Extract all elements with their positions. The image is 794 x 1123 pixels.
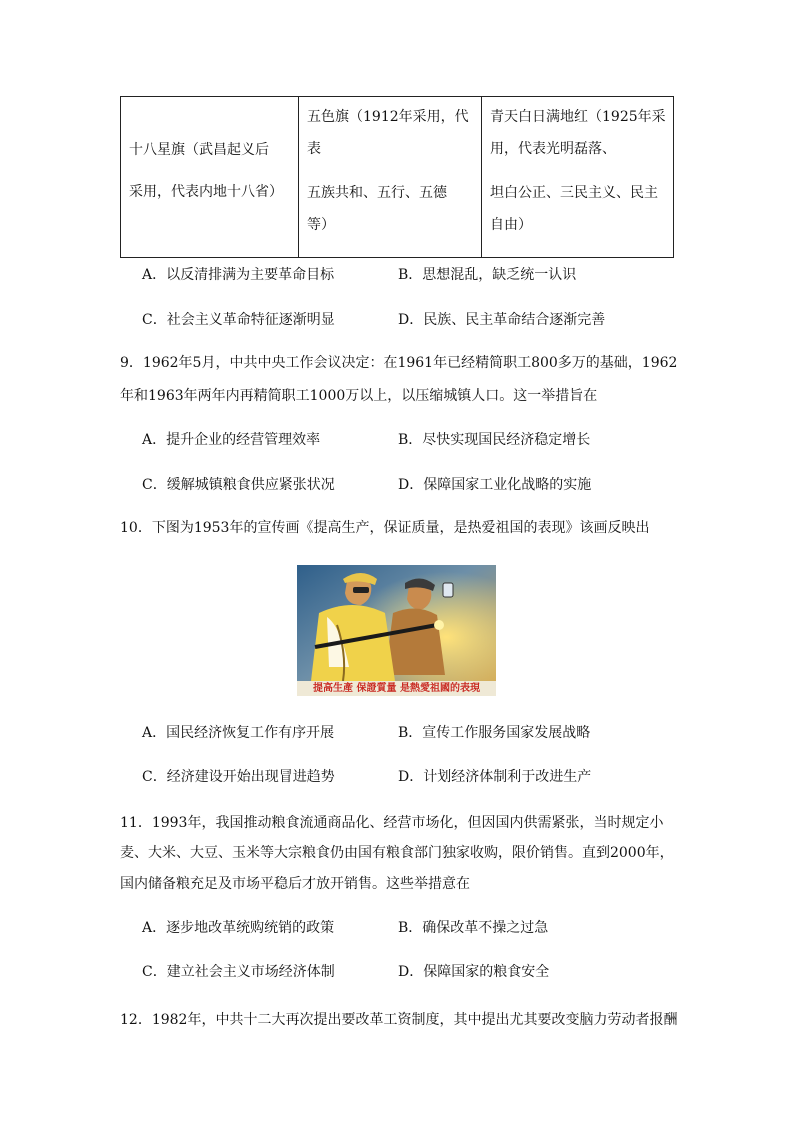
q8-option-d: D．民族、民主革命结合逐渐完善 bbox=[398, 312, 606, 328]
cell-text: 等） bbox=[307, 217, 335, 233]
poster-caption: 提高生產 保證質量 是熱愛祖國的表現 bbox=[297, 681, 496, 696]
q9-option-a: A．提升企业的经营管理效率 bbox=[142, 432, 321, 448]
q8-option-c: C．社会主义革命特征逐渐明显 bbox=[142, 312, 335, 328]
q10-option-a: A．国民经济恢复工作有序开展 bbox=[142, 725, 335, 741]
table-cell-eighteen-star-flag bbox=[121, 97, 299, 258]
poster-illustration bbox=[297, 565, 496, 696]
q11-stem-line-2: 麦、大米、大豆、玉米等大宗粮食仍由国有粮食部门独家收购，限价销售。直到2000年， bbox=[120, 845, 674, 861]
q9-stem-line-1: 9．1962年5月，中共中央工作会议决定：在1961年已经精简职工800多万的基础，1962 bbox=[120, 355, 678, 371]
q8-option-a: A．以反清排满为主要革命目标 bbox=[142, 267, 335, 283]
cell-text: 五色旗（1912年采用，代 bbox=[307, 109, 469, 125]
q9-option-d: D．保障国家工业化战略的实施 bbox=[398, 477, 592, 493]
q10-option-b: B．宣传工作服务国家发展战略 bbox=[398, 725, 591, 741]
table-cell-blue-sky-flag bbox=[482, 97, 674, 258]
cell-text: 自由） bbox=[490, 217, 532, 233]
q9-option-c: C．缓解城镇粮食供应紧张状况 bbox=[142, 477, 335, 493]
q11-option-b: B．确保改革不操之过急 bbox=[398, 920, 549, 936]
q11-option-a: A．逐步地改革统购统销的政策 bbox=[142, 920, 335, 936]
q10-option-d: D．计划经济体制利于改进生产 bbox=[398, 769, 592, 785]
cell-text: 十八星旗（武昌起义后 bbox=[129, 142, 269, 158]
q11-option-d: D．保障国家的粮食安全 bbox=[398, 964, 550, 980]
q10-option-c: C．经济建设开始出现冒进趋势 bbox=[142, 769, 335, 785]
q8-option-b: B．思想混乱，缺乏统一认识 bbox=[398, 267, 577, 283]
q12-stem-line-1: 12．1982年，中共十二大再次提出要改革工资制度，其中提出尤其要改变脑力劳动者报酬 bbox=[120, 1012, 678, 1028]
q9-stem-line-2: 年和1963年两年内再精简职工1000万以上，以压缩城镇人口。这一举措旨在 bbox=[120, 388, 598, 404]
q11-option-c: C．建立社会主义市场经济体制 bbox=[142, 964, 335, 980]
cell-text: 用，代表光明磊落、 bbox=[490, 141, 616, 157]
flag-table bbox=[120, 96, 674, 258]
q11-stem-line-1: 11．1993年，我国推动粮食流通商品化、经营市场化，但因国内供需紧张，当时规定小 bbox=[120, 815, 664, 831]
cell-text: 表 bbox=[307, 141, 321, 157]
q9-option-b: B．尽快实现国民经济稳定增长 bbox=[398, 432, 591, 448]
q10-stem-line-1: 10．下图为1953年的宣传画《提高生产，保证质量，是热爱祖国的表现》该画反映出 bbox=[120, 520, 650, 536]
cell-text: 五族共和、五行、五德 bbox=[307, 185, 447, 201]
table-cell-five-color-flag bbox=[299, 97, 482, 258]
propaganda-poster-image bbox=[297, 565, 496, 696]
q11-stem-line-3: 国内储备粮充足及市场平稳后才放开销售。这些举措意在 bbox=[120, 876, 470, 892]
cell-text: 青天白日满地红（1925年采 bbox=[490, 109, 666, 125]
cell-text: 坦白公正、三民主义、民主 bbox=[490, 185, 658, 201]
cell-text: 采用，代表内地十八省） bbox=[129, 184, 283, 200]
